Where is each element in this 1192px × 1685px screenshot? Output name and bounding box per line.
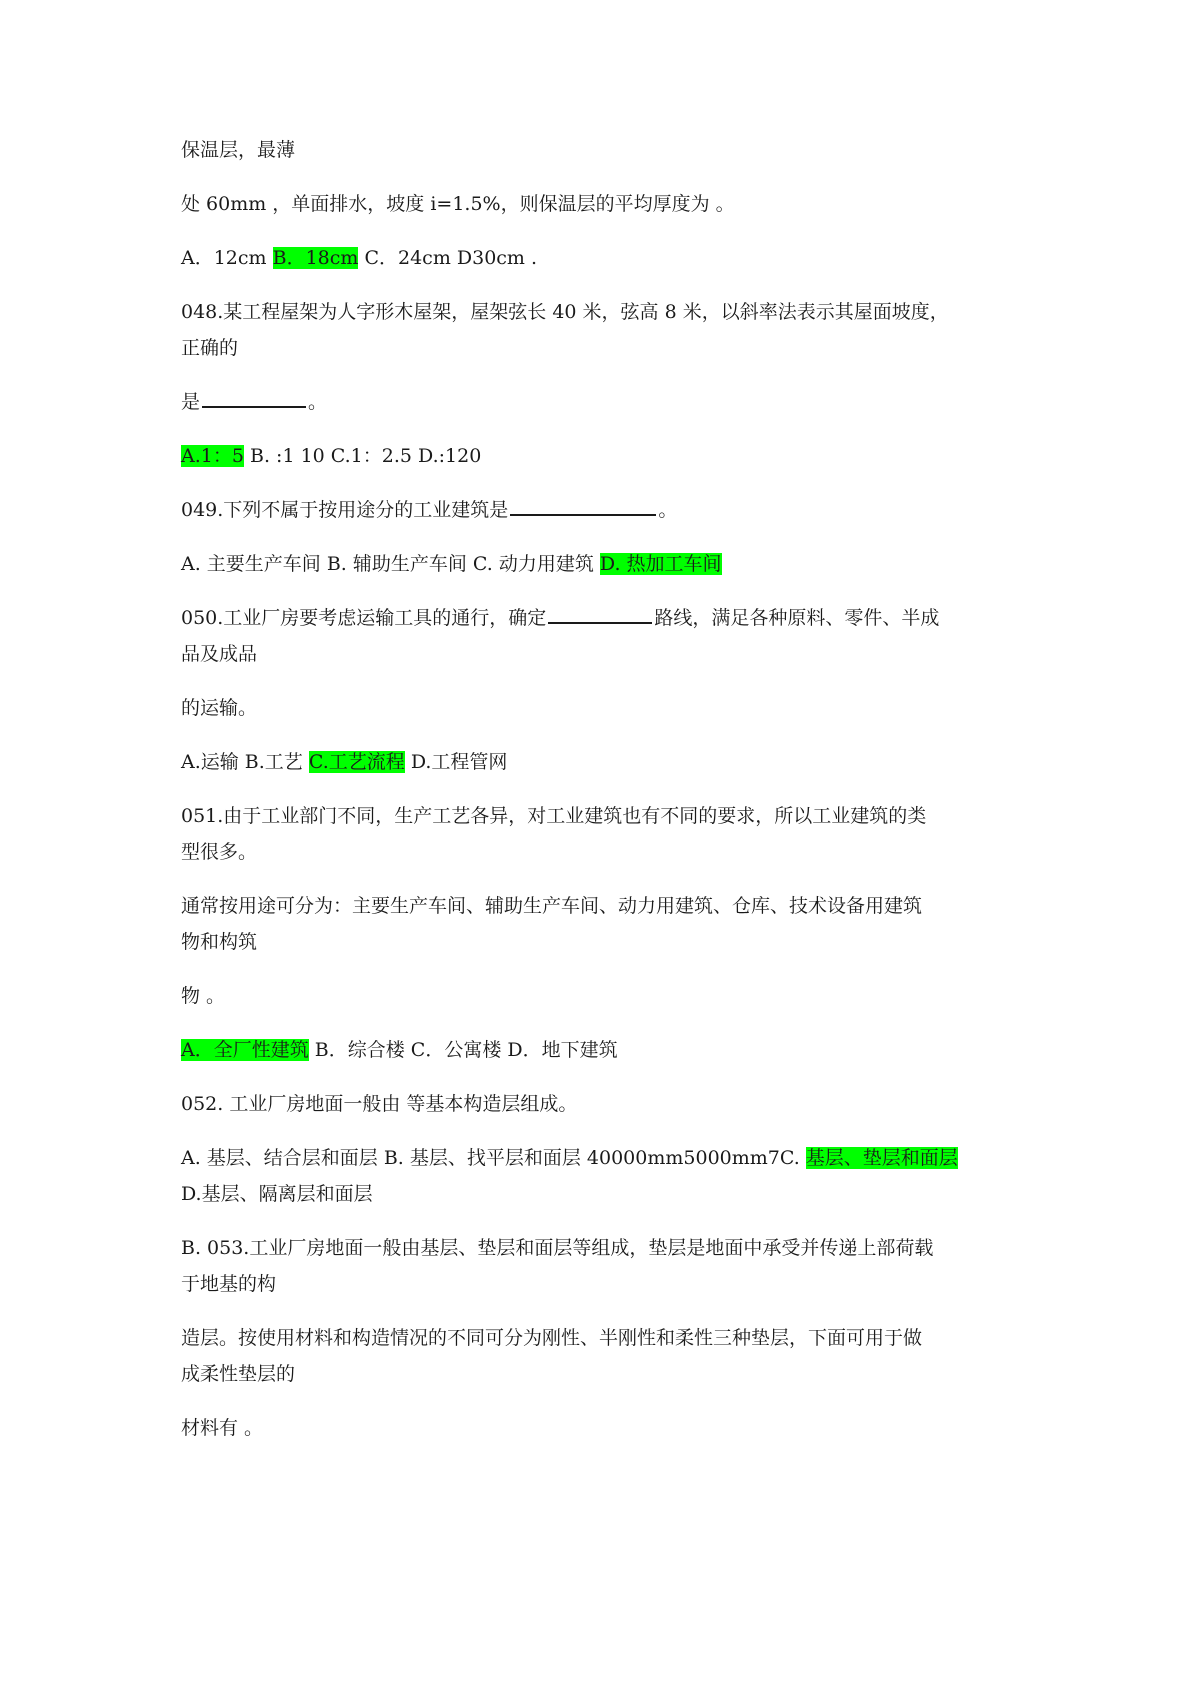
option-rest: B．综合楼 C．公寓楼 D．地下建筑 xyxy=(314,1039,618,1061)
highlighted-answer: A.1：5 xyxy=(181,445,244,467)
text-segment: 050.工业厂房要考虑运输工具的通行，确定 xyxy=(181,607,547,629)
option-abc: A. 主要生产车间 B. 辅助生产车间 C. 动力用建筑 xyxy=(181,553,594,575)
text-line: 处 60mm ，单面排水，坡度 i=1.5%，则保温层的平均厚度为 。 xyxy=(181,193,735,215)
answer-blank xyxy=(202,386,306,408)
text-line: 正确的 xyxy=(181,337,239,359)
answer-blank xyxy=(510,494,656,516)
question-stem: 051.由于工业部门不同，生产工艺各异，对工业建筑也有不同的要求，所以工业建筑的类 xyxy=(181,805,927,827)
answer-options xyxy=(181,1032,618,1068)
question-stem: 052. 工业厂房地面一般由 等基本构造层组成。 xyxy=(181,1093,578,1115)
question-stem: 048.某工程屋架为人字形木屋架，屋架弦长 40 米，弦高 8 米，以斜率法表示其屋面坡度， xyxy=(181,301,949,323)
highlighted-answer: D. 热加工车间 xyxy=(599,553,722,575)
question-stem xyxy=(181,492,677,528)
text-segment: 路线，满足各种原料、零件、半成 xyxy=(654,607,940,629)
text-line: 的运输。 xyxy=(181,697,258,719)
text-line: 品及成品 xyxy=(181,643,258,665)
text-line: 物和构筑 xyxy=(181,931,258,953)
option-d: D.工程管网 xyxy=(410,751,508,773)
option-ab: A.运输 B.工艺 xyxy=(181,751,303,773)
answer-options xyxy=(181,744,507,780)
option-cd: C．24cm D30cm . xyxy=(364,247,538,269)
text-line: 通常按用途可分为：主要生产车间、辅助生产车间、动力用建筑、仓库、技术设备用建筑 xyxy=(181,895,923,917)
highlighted-answer: 基层、垫层和面层 xyxy=(805,1147,958,1169)
text-segment: 049.下列不属于按用途分的工业建筑是 xyxy=(181,499,509,521)
answer-options xyxy=(181,240,537,276)
text-line: 型很多。 xyxy=(181,841,258,863)
option-a: A．12cm xyxy=(181,247,267,269)
question-stem: B. 053.工业厂房地面一般由基层、垫层和面层等组成，垫层是地面中承受并传递上部荷载 xyxy=(181,1237,934,1259)
answer-options xyxy=(181,546,722,582)
answer-blank xyxy=(548,602,652,624)
answer-options: D.基层、隔离层和面层 xyxy=(181,1183,373,1205)
option-ab: A. 基层、结合层和面层 B. 基层、找平层和面层 40000mm5000mm7C. xyxy=(181,1147,800,1169)
text-segment: 。 xyxy=(658,499,678,521)
highlighted-answer: A．全厂性建筑 xyxy=(181,1039,309,1061)
question-stem xyxy=(181,600,939,636)
highlighted-answer: C.工艺流程 xyxy=(308,751,405,773)
text-line: 成柔性垫层的 xyxy=(181,1363,296,1385)
text-line: 造层。按使用材料和构造情况的不同可分为刚性、半刚性和柔性三种垫层，下面可用于做 xyxy=(181,1327,923,1349)
text-line: 物 。 xyxy=(181,985,226,1007)
text-segment: 。 xyxy=(308,391,328,413)
answer-options xyxy=(181,438,481,474)
text-line xyxy=(181,384,327,420)
text-segment: 是 xyxy=(181,391,201,413)
answer-options xyxy=(181,1140,958,1176)
highlighted-answer: B．18cm xyxy=(272,247,359,269)
text-line: 材料有 。 xyxy=(181,1417,264,1439)
option-rest: B. :1 10 C.1：2.5 D.:120 xyxy=(250,445,482,467)
text-line: 于地基的构 xyxy=(181,1273,277,1295)
text-line: 保温层，最薄 xyxy=(181,139,296,161)
